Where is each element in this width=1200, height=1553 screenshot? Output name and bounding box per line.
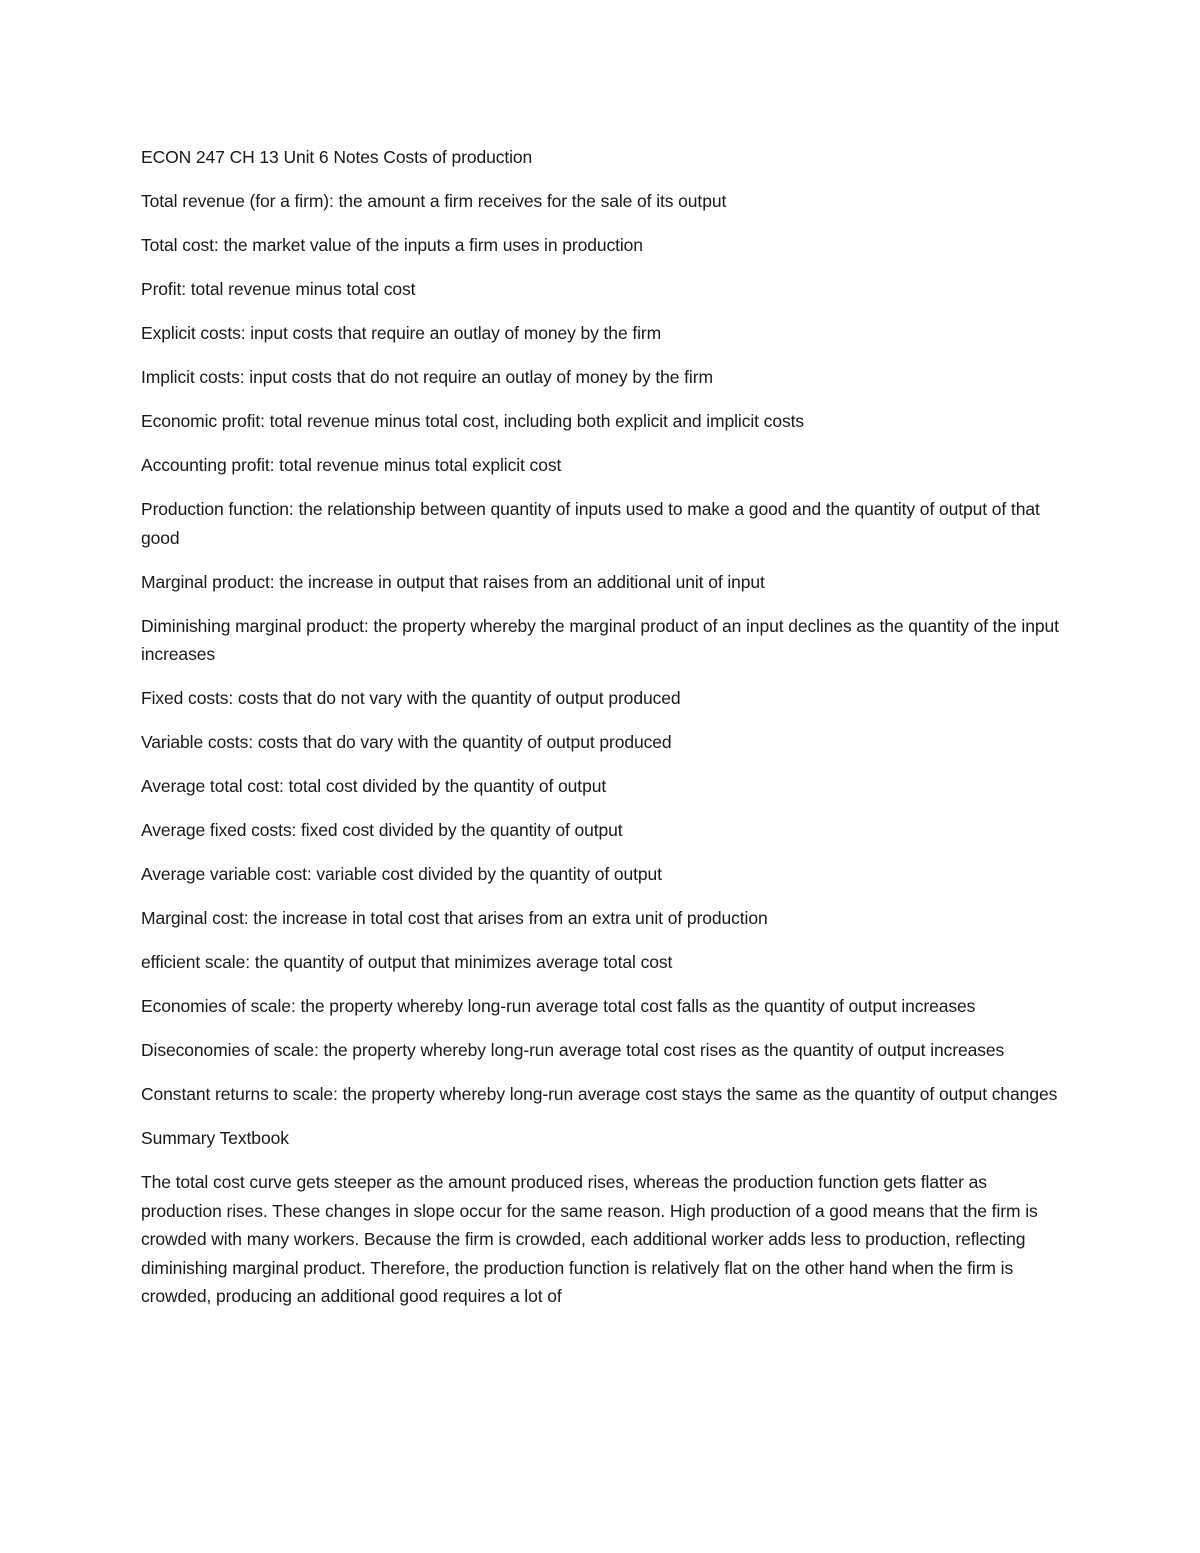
definition-average-total-cost: Average total cost: total cost divided by the quantity of output (141, 776, 607, 796)
definition-profit: Profit: total revenue minus total cost (141, 279, 416, 299)
definition-marginal-product: Marginal product: the increase in output that raises from an additional unit of input (141, 571, 765, 592)
definition-efficient-scale: efficient scale: the quantity of output that minimizes average total cost (141, 952, 673, 972)
definition-diseconomies-of-scale: Diseconomies of scale: the property whereby long-run average total cost rises as the quantity of output increases (141, 1040, 1005, 1060)
definition-variable-costs: Variable costs: costs that do vary with the quantity of output produced (141, 732, 672, 752)
definition-fixed-costs: Fixed costs: costs that do not vary with the quantity of output produced (141, 688, 681, 708)
definition-constant-returns-to-scale: Constant returns to scale: the property whereby long-run average cost stays the same as the quantity of output changes (141, 1084, 1058, 1104)
document-body (141, 143, 1061, 1326)
definition-total-cost: Total cost: the market value of the inputs a firm uses in production (141, 235, 643, 255)
definition-production-function: Production function: the relationship between quantity of inputs used to make a good and the quantity of output of that good (141, 499, 1040, 548)
definition-economic-profit: Economic profit: total revenue minus total cost, including both explicit and implicit costs (141, 411, 805, 431)
summary-heading: Summary Textbook (141, 1128, 289, 1148)
definition-marginal-cost: Marginal cost: the increase in total cost that arises from an extra unit of production (141, 908, 768, 928)
definition-explicit-costs: Explicit costs: input costs that require an outlay of money by the firm (141, 323, 662, 343)
definition-average-fixed-costs: Average fixed costs: fixed cost divided by the quantity of output (141, 820, 623, 840)
definition-implicit-costs: Implicit costs: input costs that do not require an outlay of money by the firm (141, 367, 713, 387)
definition-economies-of-scale: Economies of scale: the property whereby long-run average total cost falls as the quantity of output increases (141, 996, 976, 1016)
definition-total-revenue: Total revenue (for a firm): the amount a firm receives for the sale of its output (141, 191, 727, 211)
definition-average-variable-cost: Average variable cost: variable cost divided by the quantity of output (141, 864, 662, 884)
definition-diminishing-marginal-product: Diminishing marginal product: the property whereby the marginal product of an input declines as the quantity of the input increases (141, 615, 1059, 664)
document-title: ECON 247 CH 13 Unit 6 Notes Costs of production (141, 147, 533, 167)
summary-paragraph: The total cost curve gets steeper as the amount produced rises, whereas the production function gets flatter as production rises. These changes in slope occur for the same reason. High production of a good means that the firm is crowded with many workers. Because the firm is crowded, each additional worker adds less to production, reflecting diminishing marginal product. Therefore, the production function is relatively flat on the other hand when the firm is crowded, producing an additional good requires a lot of (141, 1172, 1038, 1306)
definition-accounting-profit: Accounting profit: total revenue minus total explicit cost (141, 455, 562, 475)
